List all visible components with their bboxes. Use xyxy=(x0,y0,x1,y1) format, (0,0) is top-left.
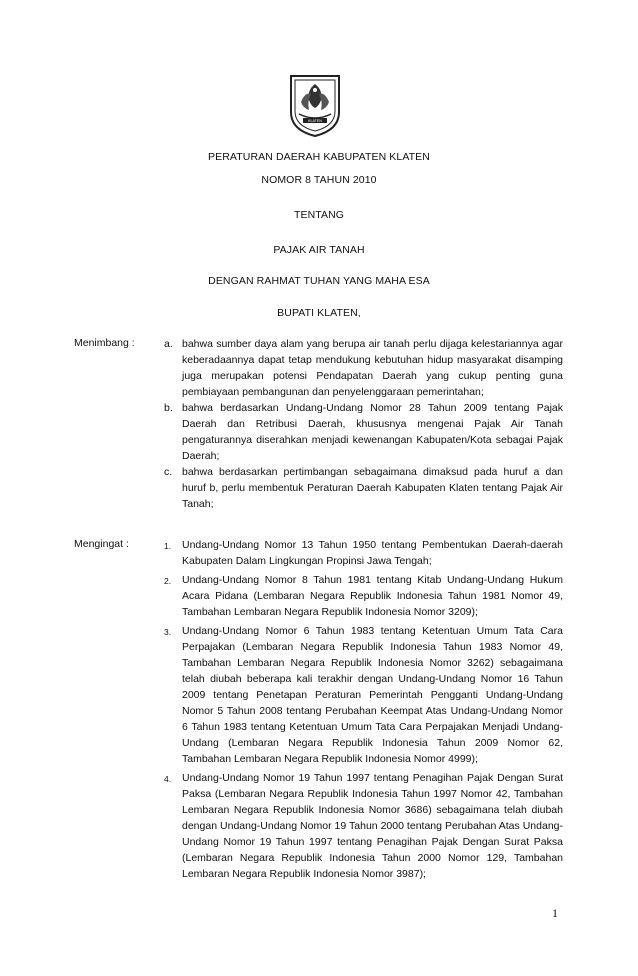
item-text: Undang-Undang Nomor 6 Tahun 1983 tentang Ketentuan Umum Tata Cara Perpajakan (Lembaran Negara Republik Indonesia Tahun 1983 Nomor 49, Tambahan Lembaran Negara Republik Indonesia Nomor 3262) sebagaimana telah diubah beberapa kali terakhir dengan Undang-Undang Nomor 16 Tahun 2009 tentang Penetapan Peraturan Pemerintah Pengganti Undang-Undang Nomor 5 Tahun 2008 tentang Perubahan Keempat Atas Undang-Undang Nomor 6 Tahun 1983 tentang Ketentuan Umum Tata Cara Perpajakan Menjadi Undang-Undang (Lembaran Negara Republik Indonesia Tahun 2009 Nomor 62, Tambahan Lembaran Negara Republik Indonesia Nomor 4999); xyxy=(182,625,563,765)
menimbang-label: Menimbang : xyxy=(74,337,135,349)
item-marker: a. xyxy=(164,338,173,350)
list-item xyxy=(164,572,563,620)
mengingat-list xyxy=(164,537,563,882)
item-text: bahwa berdasarkan pertimbangan sebagaimana dimaksud pada huruf a dan huruf b, perlu membentuk Peraturan Daerah Kabupaten Klaten tentang Pajak Air Tanah; xyxy=(182,466,563,510)
item-marker: 4. xyxy=(164,774,172,784)
mengingat-label: Mengingat : xyxy=(74,538,129,550)
page-number: 1 xyxy=(552,906,558,920)
regulation-subject: PAJAK AIR TANAH xyxy=(273,244,365,256)
regulation-title: PERATURAN DAERAH KABUPATEN KLATEN xyxy=(208,151,430,163)
item-marker: 3. xyxy=(164,627,172,637)
list-item xyxy=(164,623,563,767)
grace-formula: DENGAN RAHMAT TUHAN YANG MAHA ESA xyxy=(208,275,430,287)
about-heading: TENTANG xyxy=(293,209,345,221)
item-text: Undang-Undang Nomor 19 Tahun 1997 tentang Penagihan Pajak Dengan Surat Paksa (Lembaran Negara Republik Indonesia Tahun 1997 Nomor 42, Tambahan Lembaran Negara Republik Indonesia Nomor 3686) sebagaimana telah diubah dengan Undang-Undang Nomor 19 Tahun 2000 tentang Perubahan Atas Undang-Undang Nomor 19 Tahun 1997 tentang Penagihan Pajak Dengan Surat Paksa (Lembaran Negara Republik Indonesia Tahun 2000 Nomor 129, Tambahan Lembaran Negara Republik Indonesia Nomor 3987); xyxy=(182,772,563,880)
list-item xyxy=(164,400,563,464)
list-item xyxy=(164,770,563,882)
item-marker: b. xyxy=(164,402,173,414)
item-text: bahwa sumber daya alam yang berupa air tanah perlu dijaga kelestariannya agar keberadaannya dapat tetap mendukung kebutuhan hidup masyarakat disamping juga merupakan potensi Pendapatan Daerah yang cukup penting guna pembiayaan pembangunan dan penyelenggaraan pemerintahan; xyxy=(182,338,563,398)
list-item xyxy=(164,464,563,512)
klaten-regency-coat-of-arms-icon xyxy=(287,72,343,138)
regent-title: BUPATI KLATEN, xyxy=(277,307,361,319)
item-text: Undang-Undang Nomor 8 Tahun 1981 tentang Kitab Undang-Undang Hukum Acara Pidana (Lembaran Negara Republik Indonesia Tahun 1981 Nomor 49, Tambahan Lembaran Negara Republik Indonesia Nomor 3209); xyxy=(182,574,563,618)
menimbang-list xyxy=(164,336,563,512)
regulation-number: NOMOR 8 TAHUN 2010 xyxy=(261,174,377,186)
item-marker: 1. xyxy=(164,541,172,551)
list-item xyxy=(164,537,563,569)
item-text: bahwa berdasarkan Undang-Undang Nomor 28 Tahun 2009 tentang Pajak Daerah dan Retribusi Daerah, khususnya mengenai Pajak Air Tanah pengaturannya diserahkan menjadi kewenangan Kabupaten/Kota sebagai Pajak Daerah; xyxy=(182,402,563,462)
item-marker: 2. xyxy=(164,576,172,586)
item-text: Undang-Undang Nomor 13 Tahun 1950 tentang Pembentukan Daerah-daerah Kabupaten Dalam Lingkungan Propinsi Jawa Tengah; xyxy=(182,539,563,567)
list-item xyxy=(164,336,563,400)
item-marker: c. xyxy=(164,466,173,478)
emblem-text: KLATEN xyxy=(308,119,322,124)
